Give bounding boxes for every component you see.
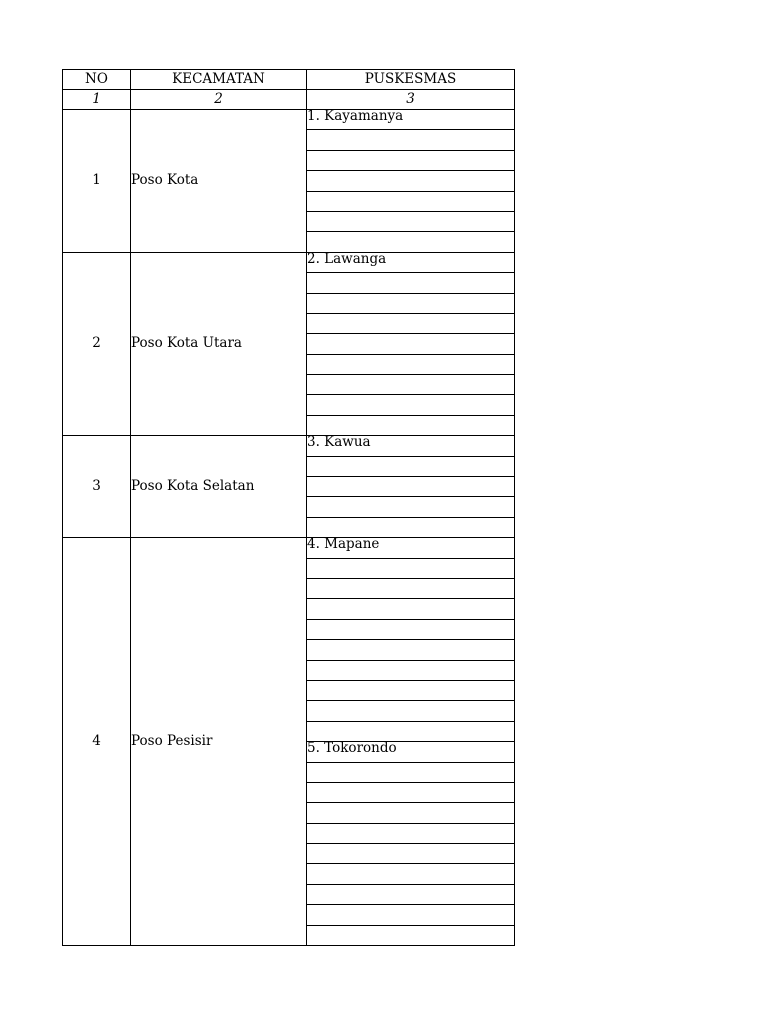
- puskesmas-cell: [307, 844, 515, 864]
- puskesmas-cell: [307, 354, 515, 374]
- column-number-row: [63, 90, 515, 110]
- table-row: [63, 110, 515, 130]
- data-sheet: [62, 69, 514, 945]
- puskesmas-cell: [307, 619, 515, 639]
- puskesmas-cell: [307, 171, 515, 191]
- puskesmas-cell: 5. Tokorondo: [307, 742, 515, 762]
- kecamatan-cell: Poso Pesisir: [131, 538, 307, 946]
- puskesmas-cell: [307, 415, 515, 435]
- puskesmas-table: [62, 69, 515, 946]
- puskesmas-cell: [307, 782, 515, 802]
- column-number-3: 3: [307, 90, 515, 110]
- puskesmas-cell: [307, 864, 515, 884]
- header-puskesmas: PUSKESMAS: [307, 70, 515, 90]
- header-row: [63, 70, 515, 90]
- puskesmas-cell: [307, 905, 515, 925]
- no-cell: 3: [63, 436, 131, 538]
- puskesmas-cell: [307, 150, 515, 170]
- puskesmas-cell: [307, 273, 515, 293]
- puskesmas-cell: 1. Kayamanya: [307, 110, 515, 130]
- puskesmas-cell: [307, 660, 515, 680]
- puskesmas-cell: 3. Kawua: [307, 436, 515, 456]
- puskesmas-cell: [307, 477, 515, 497]
- table-row: [63, 538, 515, 558]
- puskesmas-cell: [307, 701, 515, 721]
- puskesmas-cell: [307, 232, 515, 252]
- puskesmas-cell: [307, 558, 515, 578]
- puskesmas-cell: [307, 130, 515, 150]
- no-cell: 2: [63, 252, 131, 436]
- puskesmas-cell: [307, 884, 515, 904]
- puskesmas-cell: [307, 334, 515, 354]
- puskesmas-cell: [307, 762, 515, 782]
- puskesmas-cell: [307, 823, 515, 843]
- puskesmas-cell: [307, 375, 515, 395]
- puskesmas-cell: [307, 191, 515, 211]
- puskesmas-cell: [307, 211, 515, 231]
- no-cell: 1: [63, 110, 131, 253]
- table-row: [63, 252, 515, 272]
- puskesmas-cell: [307, 925, 515, 945]
- puskesmas-cell: [307, 803, 515, 823]
- puskesmas-cell: [307, 293, 515, 313]
- puskesmas-cell: [307, 517, 515, 537]
- puskesmas-cell: [307, 721, 515, 741]
- puskesmas-cell: [307, 456, 515, 476]
- column-number-2: 2: [131, 90, 307, 110]
- puskesmas-cell: 4. Mapane: [307, 538, 515, 558]
- table-row: [63, 436, 515, 456]
- puskesmas-cell: 2. Lawanga: [307, 252, 515, 272]
- puskesmas-cell: [307, 578, 515, 598]
- column-number-1: 1: [63, 90, 131, 110]
- header-no: NO: [63, 70, 131, 90]
- kecamatan-cell: Poso Kota Utara: [131, 252, 307, 436]
- puskesmas-cell: [307, 680, 515, 700]
- no-cell: 4: [63, 538, 131, 946]
- puskesmas-cell: [307, 313, 515, 333]
- puskesmas-cell: [307, 599, 515, 619]
- puskesmas-cell: [307, 395, 515, 415]
- header-kecamatan: KECAMATAN: [131, 70, 307, 90]
- kecamatan-cell: Poso Kota: [131, 110, 307, 253]
- puskesmas-cell: [307, 497, 515, 517]
- kecamatan-cell: Poso Kota Selatan: [131, 436, 307, 538]
- puskesmas-cell: [307, 640, 515, 660]
